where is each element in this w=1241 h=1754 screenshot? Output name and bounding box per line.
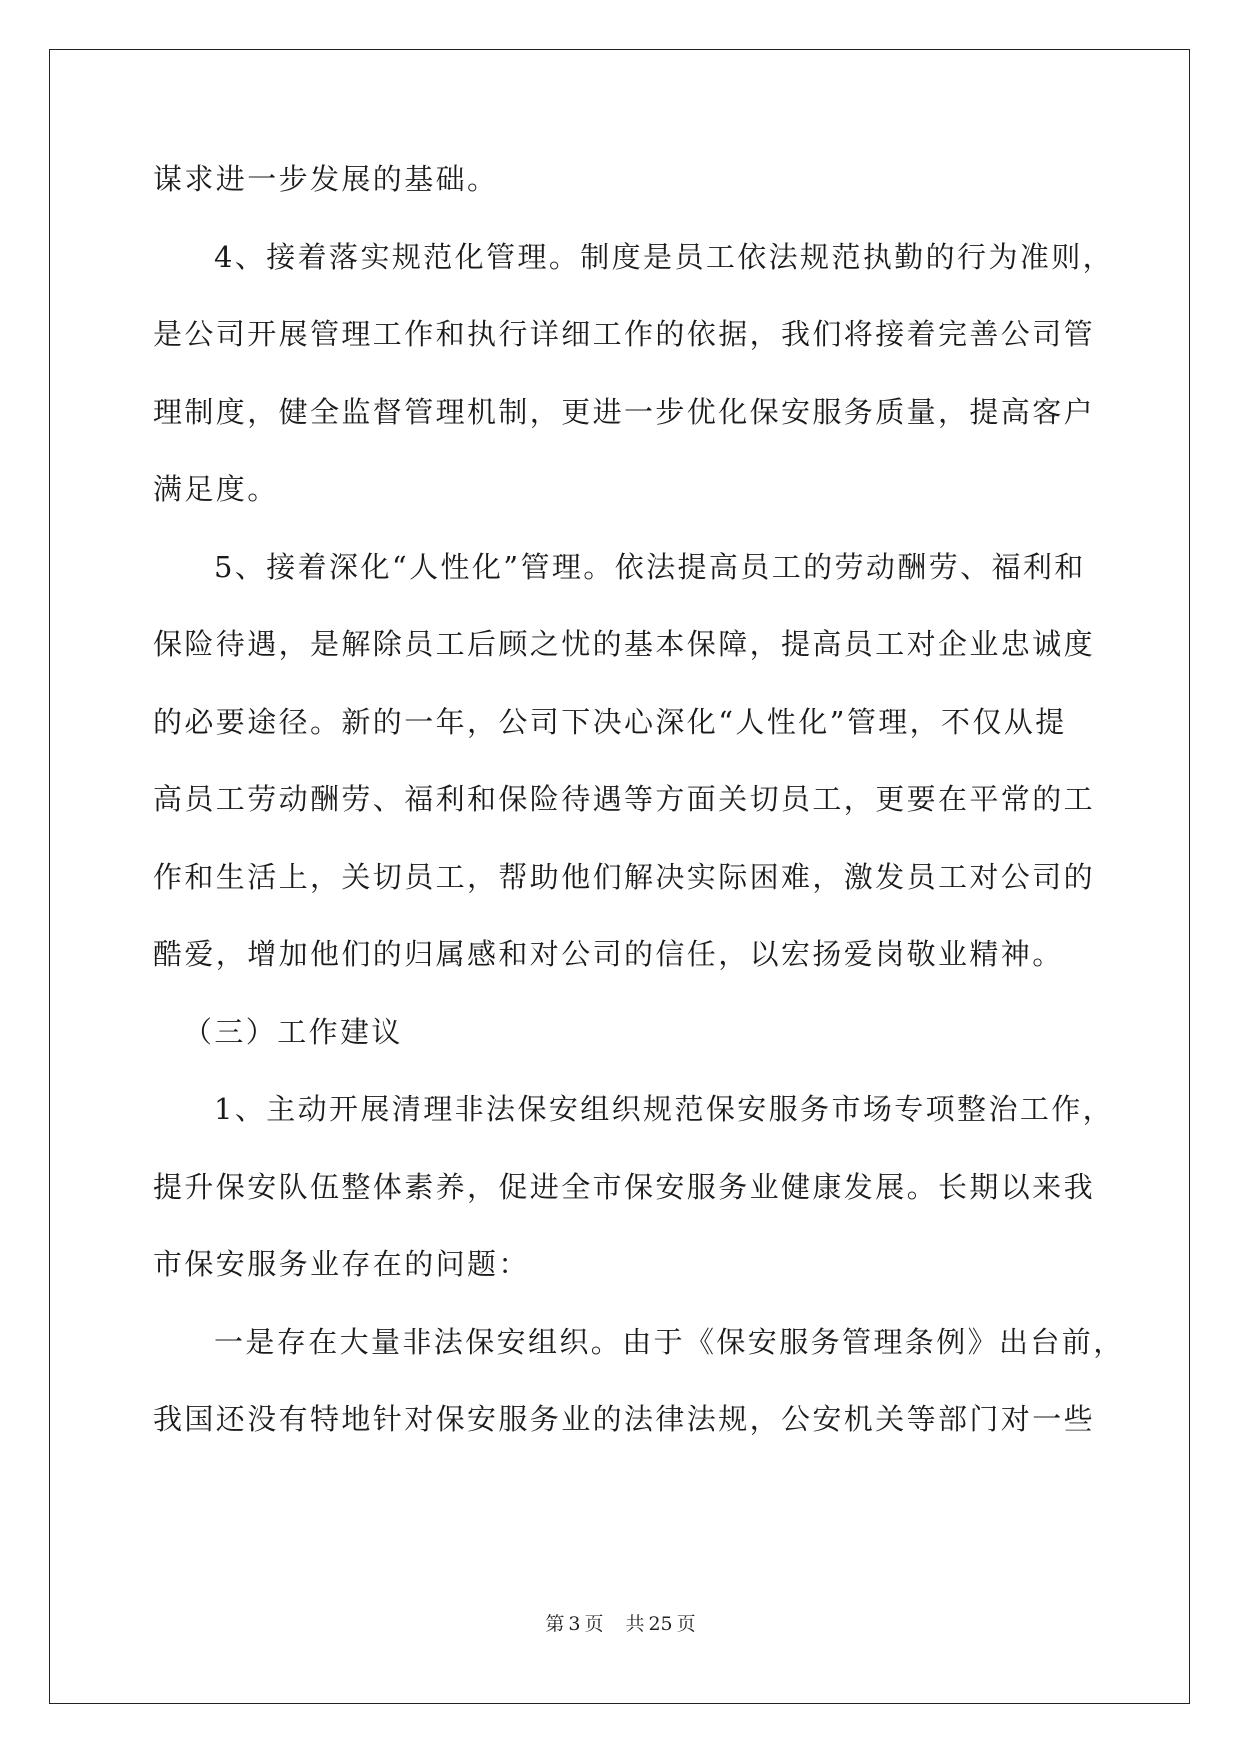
paragraph-line: 谋求进一步发展的基础。 (153, 162, 499, 196)
paragraph-line: 提升保安队伍整体素养，促进全市保安服务业健康发展。长期以来我 (153, 1169, 1096, 1204)
total-suffix: 页 (676, 1613, 696, 1635)
total-prefix: 共 (625, 1613, 645, 1635)
paragraph-line: 我国还没有特地针对保安服务业的法律法规，公安机关等部门对一些 (153, 1402, 1096, 1436)
paragraph-line: 1、主动开展清理非法保安组织规范保安服务市场专项整治工作， (214, 1092, 1115, 1126)
paragraph-line: 满足度。 (153, 472, 279, 506)
section-heading: （三）工作建议 (183, 1014, 403, 1049)
paragraph-line: 4、接着落实规范化管理。制度是员工依法规范执勤的行为准则， (214, 239, 1115, 274)
page-suffix: 页 (584, 1613, 604, 1635)
page-prefix: 第 (545, 1613, 565, 1635)
paragraph-line: 酷爱，增加他们的归属感和对公司的信任，以宏扬爱岗敬业精神。 (153, 937, 1064, 971)
paragraph-line: 5、接着深化“人性化”管理。依法提高员工的劳动酬劳、福利和 (214, 549, 1086, 584)
paragraph-line: 理制度，健全监督管理机制，更进一步优化保安服务质量，提高客户 (153, 394, 1096, 429)
paragraph-line: 高员工劳动酬劳、福利和保险待遇等方面关切员工，更要在平常的工 (153, 782, 1096, 816)
total-pages: 25 (648, 1613, 673, 1635)
paragraph-line: 市保安服务业存在的问题： (153, 1247, 530, 1281)
paragraph-line: 的必要途径。新的一年，公司下决心深化“人性化”管理，不仅从提 (153, 704, 1067, 739)
paragraph-line: 保险待遇，是解除员工后顾之忧的基本保障，提高员工对企业忠诚度 (153, 627, 1096, 661)
page-current: 3 (568, 1613, 581, 1635)
paragraph-line: 一是存在大量非法保安组织。由于《保安服务管理条例》出台前， (214, 1324, 1125, 1359)
document-body (153, 160, 1125, 1478)
paragraph-line: 是公司开展管理工作和执行详细工作的依据，我们将接着完善公司管 (153, 317, 1096, 351)
page-footer (0, 1612, 1241, 1636)
paragraph-line: 作和生活上，关切员工，帮助他们解决实际困难，激发员工对公司的 (153, 859, 1096, 894)
